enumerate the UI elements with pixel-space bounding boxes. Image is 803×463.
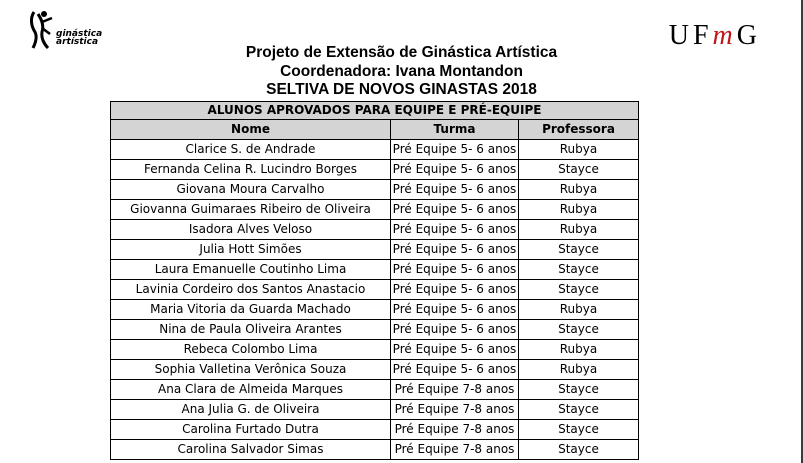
cell-professora: Rubya [519, 340, 639, 360]
cell-nome: Maria Vitoria da Guarda Machado [111, 300, 391, 320]
cell-turma: Pré Equipe 5- 6 anos [391, 340, 519, 360]
table-row [111, 260, 639, 280]
cell-nome: Ana Julia G. de Oliveira [111, 400, 391, 420]
cell-nome: Clarice S. de Andrade [111, 140, 391, 160]
table-row [111, 360, 639, 380]
cell-turma: Pré Equipe 5- 6 anos [391, 260, 519, 280]
cell-professora: Rubya [519, 360, 639, 380]
table-row [111, 440, 639, 460]
cell-professora: Rubya [519, 200, 639, 220]
cell-professora: Rubya [519, 140, 639, 160]
table-row [111, 240, 639, 260]
cell-turma: Pré Equipe 7-8 anos [391, 400, 519, 420]
cell-nome: Nina de Paula Oliveira Arantes [111, 320, 391, 340]
ufmg-logo-prefix: UF [668, 20, 713, 51]
ufmg-logo-accent: m [712, 20, 737, 51]
cell-turma: Pré Equipe 5- 6 anos [391, 300, 519, 320]
table-header-row [111, 120, 639, 140]
cell-professora: Rubya [519, 300, 639, 320]
cell-turma: Pré Equipe 7-8 anos [391, 440, 519, 460]
cell-turma: Pré Equipe 5- 6 anos [391, 160, 519, 180]
cell-nome: Ana Clara de Almeida Marques [111, 380, 391, 400]
cell-nome: Carolina Furtado Dutra [111, 420, 391, 440]
cell-turma: Pré Equipe 5- 6 anos [391, 280, 519, 300]
cell-professora: Rubya [519, 220, 639, 240]
cell-nome: Sophia Valletina Verônica Souza [111, 360, 391, 380]
table-title-row [111, 102, 639, 120]
cell-professora: Stayce [519, 160, 639, 180]
table-row [111, 300, 639, 320]
cell-nome: Lavinia Cordeiro dos Santos Anastacio [111, 280, 391, 300]
ufmg-logo-suffix: G [736, 20, 761, 51]
cell-turma: Pré Equipe 5- 6 anos [391, 140, 519, 160]
cell-turma: Pré Equipe 5- 6 anos [391, 360, 519, 380]
table-row [111, 320, 639, 340]
column-header-turma: Turma [391, 120, 519, 140]
cell-nome: Rebeca Colombo Lima [111, 340, 391, 360]
cell-professora: Stayce [519, 440, 639, 460]
table-row [111, 180, 639, 200]
table-row [111, 200, 639, 220]
cell-nome: Giovanna Guimaraes Ribeiro de Oliveira [111, 200, 391, 220]
cell-nome: Carolina Salvador Simas [111, 440, 391, 460]
project-title: Projeto de Extensão de Ginástica Artística [245, 44, 558, 61]
cell-nome: Giovana Moura Carvalho [111, 180, 391, 200]
approved-students-table [110, 101, 639, 460]
logo-text-line1: ginástica [56, 29, 103, 39]
table-row [111, 420, 639, 440]
cell-professora: Stayce [519, 240, 639, 260]
logo-text-line2: artística [56, 37, 99, 47]
cell-turma: Pré Equipe 5- 6 anos [391, 320, 519, 340]
table-row [111, 220, 639, 240]
cell-turma: Pré Equipe 5- 6 anos [391, 240, 519, 260]
cell-professora: Stayce [519, 380, 639, 400]
document-header [0, 44, 803, 100]
cell-nome: Julia Hott Simões [111, 240, 391, 260]
coordinator-line: Coordenadora: Ivana Montandon [280, 62, 523, 80]
column-header-nome: Nome [111, 120, 391, 140]
cell-professora: Rubya [519, 180, 639, 200]
cell-professora: Stayce [519, 260, 639, 280]
cell-nome: Isadora Alves Veloso [111, 220, 391, 240]
cell-turma: Pré Equipe 7-8 anos [391, 380, 519, 400]
table-row [111, 280, 639, 300]
cell-turma: Pré Equipe 5- 6 anos [391, 180, 519, 200]
cell-professora: Stayce [519, 400, 639, 420]
selection-title: SELTIVA DE NOVOS GINASTAS 2018 [266, 81, 537, 98]
table-title: ALUNOS APROVADOS PARA EQUIPE E PRÉ-EQUIPE [111, 102, 639, 120]
table-row [111, 340, 639, 360]
cell-nome: Fernanda Celina R. Lucindro Borges [111, 160, 391, 180]
table-row [111, 160, 639, 180]
table-row [111, 400, 639, 420]
cell-turma: Pré Equipe 5- 6 anos [391, 200, 519, 220]
cell-nome: Laura Emanuelle Coutinho Lima [111, 260, 391, 280]
table-row [111, 380, 639, 400]
cell-professora: Stayce [519, 320, 639, 340]
table-row [111, 140, 639, 160]
cell-professora: Stayce [519, 280, 639, 300]
cell-turma: Pré Equipe 7-8 anos [391, 420, 519, 440]
cell-turma: Pré Equipe 5- 6 anos [391, 220, 519, 240]
cell-professora: Stayce [519, 420, 639, 440]
column-header-professora: Professora [519, 120, 639, 140]
